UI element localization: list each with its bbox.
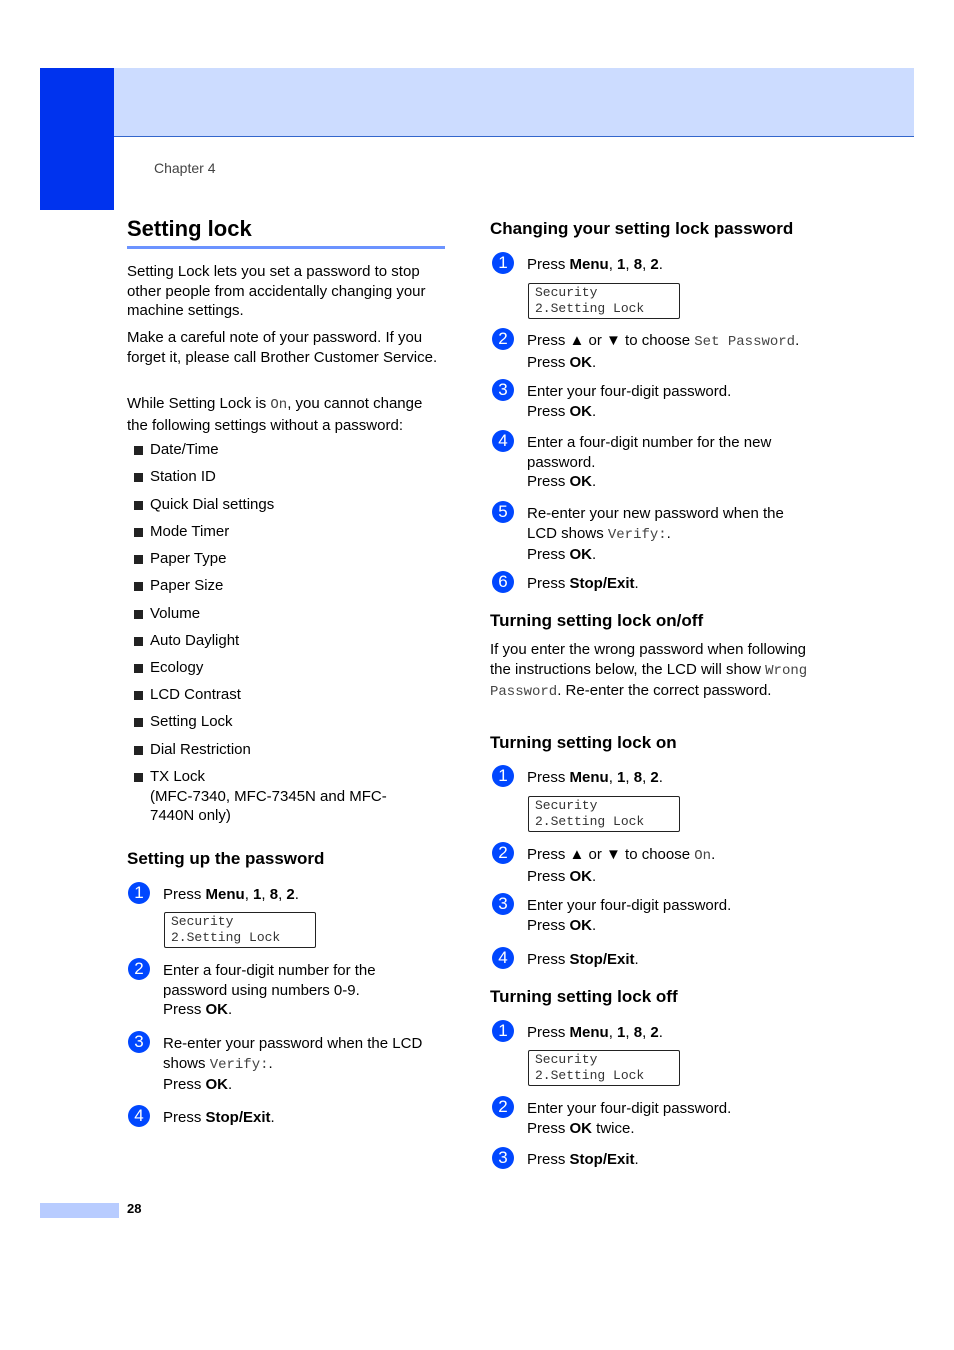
step-number-icon: 1 xyxy=(128,882,150,904)
change-password-heading: Changing your setting lock password xyxy=(490,219,794,238)
chapter-label: Chapter 4 xyxy=(154,160,216,176)
step-number-icon: 4 xyxy=(492,430,514,452)
title-rule xyxy=(127,246,445,249)
intro-paragraph-3: While Setting Lock is On, you cannot change the following settings without a password: xyxy=(127,395,423,434)
step-number-icon: 2 xyxy=(492,842,514,864)
change-step-6: Press Stop/Exit. xyxy=(527,575,639,592)
step-number-icon: 4 xyxy=(492,947,514,969)
list-item: Volume xyxy=(150,604,200,624)
on-step-2: Press ▲ or ▼ to choose On. Press OK. xyxy=(527,846,716,885)
step-number-icon: 2 xyxy=(128,958,150,980)
setup-step-4: Press Stop/Exit. xyxy=(163,1109,275,1126)
step-number-icon: 1 xyxy=(492,252,514,274)
list-item: Dial Restriction xyxy=(150,740,251,760)
step-number-icon: 1 xyxy=(492,1020,514,1042)
list-item: Auto Daylight xyxy=(150,631,239,651)
lock-on-heading: Turning setting lock on xyxy=(490,733,677,752)
page-title: Setting lock xyxy=(127,216,252,241)
on-off-paragraph: If you enter the wrong password when following the instructions below, the LCD will show Wrong Password. Re-enter the correct password. xyxy=(490,641,808,700)
list-item: Paper Size xyxy=(150,576,223,596)
lcd-display: Security 2.Setting Lock xyxy=(528,796,680,832)
step-number-icon: 3 xyxy=(492,379,514,401)
step-number-icon: 6 xyxy=(492,571,514,593)
step-number-icon: 3 xyxy=(492,1147,514,1169)
list-item: Quick Dial settings xyxy=(150,495,274,515)
list-item: Ecology xyxy=(150,658,203,678)
lcd-display: Security 2.Setting Lock xyxy=(528,1050,680,1086)
setup-heading: Setting up the password xyxy=(127,849,325,868)
change-step-4: Enter a four-digit number for the new password. Press OK. xyxy=(527,434,772,490)
on-step-3: Enter your four-digit password. Press OK. xyxy=(527,897,732,934)
list-item: Date/Time xyxy=(150,440,219,460)
list-item: LCD Contrast xyxy=(150,685,241,705)
page-number: 28 xyxy=(127,1201,142,1216)
on-step-1: Press Menu, 1, 8, 2. xyxy=(527,769,663,786)
step-number-icon: 5 xyxy=(492,501,514,523)
on-step-4: Press Stop/Exit. xyxy=(527,951,639,968)
list-item: TX Lock (MFC-7340, MFC-7345N and MFC-7440N only) xyxy=(150,767,430,826)
step-number-icon: 2 xyxy=(492,1096,514,1118)
list-item: Mode Timer xyxy=(150,522,229,542)
setup-step-3: Re-enter your password when the LCD shows Verify:. Press OK. xyxy=(163,1035,423,1093)
lcd-display: Security 2.Setting Lock xyxy=(528,283,680,319)
footer-bar xyxy=(40,1203,119,1218)
step-number-icon: 3 xyxy=(492,893,514,915)
step-number-icon: 4 xyxy=(128,1105,150,1127)
list-item: Station ID xyxy=(150,467,216,487)
off-step-1: Press Menu, 1, 8, 2. xyxy=(527,1024,663,1041)
setup-step-1: Press Menu, 1, 8, 2. xyxy=(163,886,299,903)
step-number-icon: 1 xyxy=(492,765,514,787)
off-step-2: Enter your four-digit password. Press OK twice. xyxy=(527,1100,732,1137)
intro-paragraph-1: Setting Lock lets you set a password to stop other people from accidentally changing your machine settings. xyxy=(127,263,426,319)
intro-paragraph-2: Make a careful note of your password. If you forget it, please call Brother Customer Service. xyxy=(127,329,438,366)
header-band xyxy=(114,68,914,137)
chapter-tab xyxy=(40,68,114,210)
list-item: Setting Lock xyxy=(150,712,233,732)
lock-off-heading: Turning setting lock off xyxy=(490,987,678,1006)
step-number-icon: 2 xyxy=(492,328,514,350)
list-item: Paper Type xyxy=(150,549,226,569)
step-number-icon: 3 xyxy=(128,1031,150,1053)
change-step-1: Press Menu, 1, 8, 2. xyxy=(527,256,663,273)
on-off-heading: Turning setting lock on/off xyxy=(490,611,704,630)
off-step-3: Press Stop/Exit. xyxy=(527,1151,639,1168)
change-step-5: Re-enter your new password when the LCD shows Verify:. Press OK. xyxy=(527,505,784,563)
setup-step-2: Enter a four-digit number for the password using numbers 0-9. Press OK. xyxy=(163,962,376,1018)
change-step-3: Enter your four-digit password. Press OK. xyxy=(527,383,732,420)
change-step-2: Press ▲ or ▼ to choose Set Password. Press OK. xyxy=(527,332,800,371)
lcd-display: Security 2.Setting Lock xyxy=(164,912,316,948)
